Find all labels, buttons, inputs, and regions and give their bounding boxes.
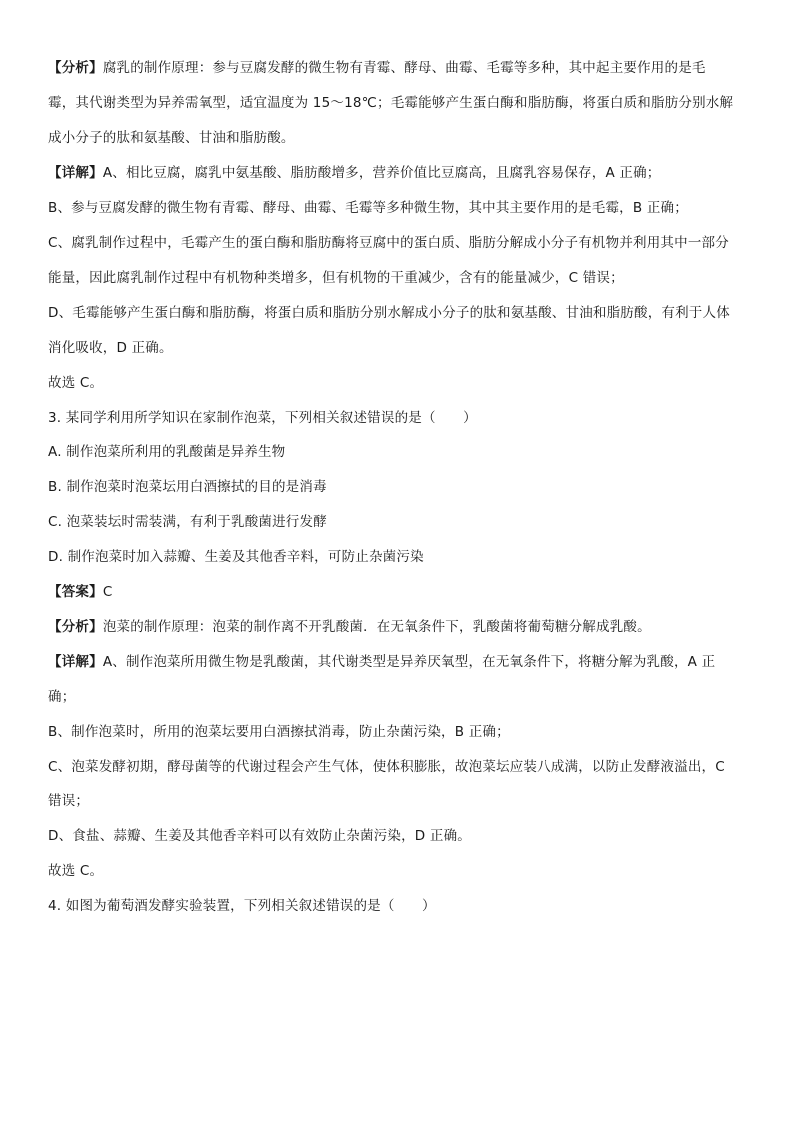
q3-analysis [48, 618, 748, 636]
q3-stem: 3. 某同学利用所学知识在家制作泡菜，下列相关叙述错误的是（ ） [48, 410, 477, 426]
q3-option-a: A. 制作泡菜所利用的乳酸菌是异养生物 [48, 444, 286, 460]
q3-detail-c-line-1: C、泡菜发酵初期，酵母菌等的代谢过程会产生气体，使体积膨胀，故泡菜坛应装八成满，以防止发酵液溢出，C [48, 759, 725, 775]
q2-analysis-line-2: 霉，其代谢类型为异养需氧型，适宜温度为 15～18℃；毛霉能够产生蛋白酶和脂肪酶，将蛋白质和脂肪分别水解 [48, 95, 734, 111]
q3-detail-a-line-1 [48, 653, 748, 671]
q2-detail-c-line-2: 能量，因此腐乳制作过程中有机物种类增多，但有机物的干重减少，含有的能量减少，C 错误； [48, 270, 624, 286]
q4-stem: 4. 如图为葡萄酒发酵实验装置，下列相关叙述错误的是（ ） [48, 898, 436, 914]
q2-conclusion: 故选 C。 [48, 375, 104, 391]
q3-detail-a-text: A、制作泡菜所用微生物是乳酸菌，其代谢类型是异养厌氧型，在无氧条件下，将糖分解为乳酸，A 正 [102, 654, 716, 670]
q2-detail-d-line-1: D、毛霉能够产生蛋白酶和脂肪酶，将蛋白质和脂肪分别水解成小分子的肽和氨基酸、甘油和脂肪酸，有利于人体 [48, 305, 730, 321]
q2-detail-d-line-2: 消化吸收，D 正确。 [48, 340, 173, 356]
q3-analysis-text: 泡菜的制作原理：泡菜的制作离不开乳酸菌．在无氧条件下，乳酸菌将葡萄糖分解成乳酸。 [102, 619, 651, 635]
q2-detail-c-line-1: C、腐乳制作过程中，毛霉产生的蛋白酶和脂肪酶将豆腐中的蛋白质、脂肪分解成小分子有机物并利用其中一部分 [48, 235, 729, 251]
q3-option-d: D. 制作泡菜时加入蒜瓣、生姜及其他香辛料，可防止杂菌污染 [48, 549, 424, 565]
detail-label: 【详解】 [48, 654, 103, 670]
q3-detail-b: B、制作泡菜时，所用的泡菜坛要用白酒擦拭消毒，防止杂菌污染，B 正确； [48, 724, 510, 740]
analysis-label: 【分析】 [48, 60, 103, 76]
q3-detail-a-line-2: 确； [48, 689, 76, 705]
q2-detail-a [48, 164, 748, 182]
q2-detail-a-text: A、相比豆腐，腐乳中氨基酸、脂肪酸增多，营养价值比豆腐高，且腐乳容易保存，A 正确； [102, 165, 661, 181]
q3-conclusion: 故选 C。 [48, 863, 104, 879]
q2-detail-b: B、参与豆腐发酵的微生物有青霉、酵母、曲霉、毛霉等多种微生物，其中其主要作用的是毛霉，B 正确； [48, 200, 688, 216]
q3-option-b: B. 制作泡菜时泡菜坛用白酒擦拭的目的是消毒 [48, 479, 327, 495]
detail-label: 【详解】 [48, 165, 103, 181]
q2-analysis-line-1 [48, 59, 748, 77]
q3-option-c: C. 泡菜装坛时需装满，有利于乳酸菌进行发酵 [48, 514, 327, 530]
answer-label: 【答案】 [48, 584, 103, 600]
q3-detail-c-line-2: 错误； [48, 793, 90, 809]
q3-answer-value: C [102, 584, 113, 600]
analysis-label: 【分析】 [48, 619, 103, 635]
q3-answer [48, 583, 748, 601]
q2-analysis-text-1: 腐乳的制作原理：参与豆腐发酵的微生物有青霉、酵母、曲霉、毛霉等多种，其中起主要作用的是毛 [102, 60, 706, 76]
q3-detail-d: D、食盐、蒜瓣、生姜及其他香辛料可以有效防止杂菌污染，D 正确。 [48, 828, 471, 844]
q2-analysis-line-3: 成小分子的肽和氨基酸、甘油和脂肪酸。 [48, 130, 295, 146]
